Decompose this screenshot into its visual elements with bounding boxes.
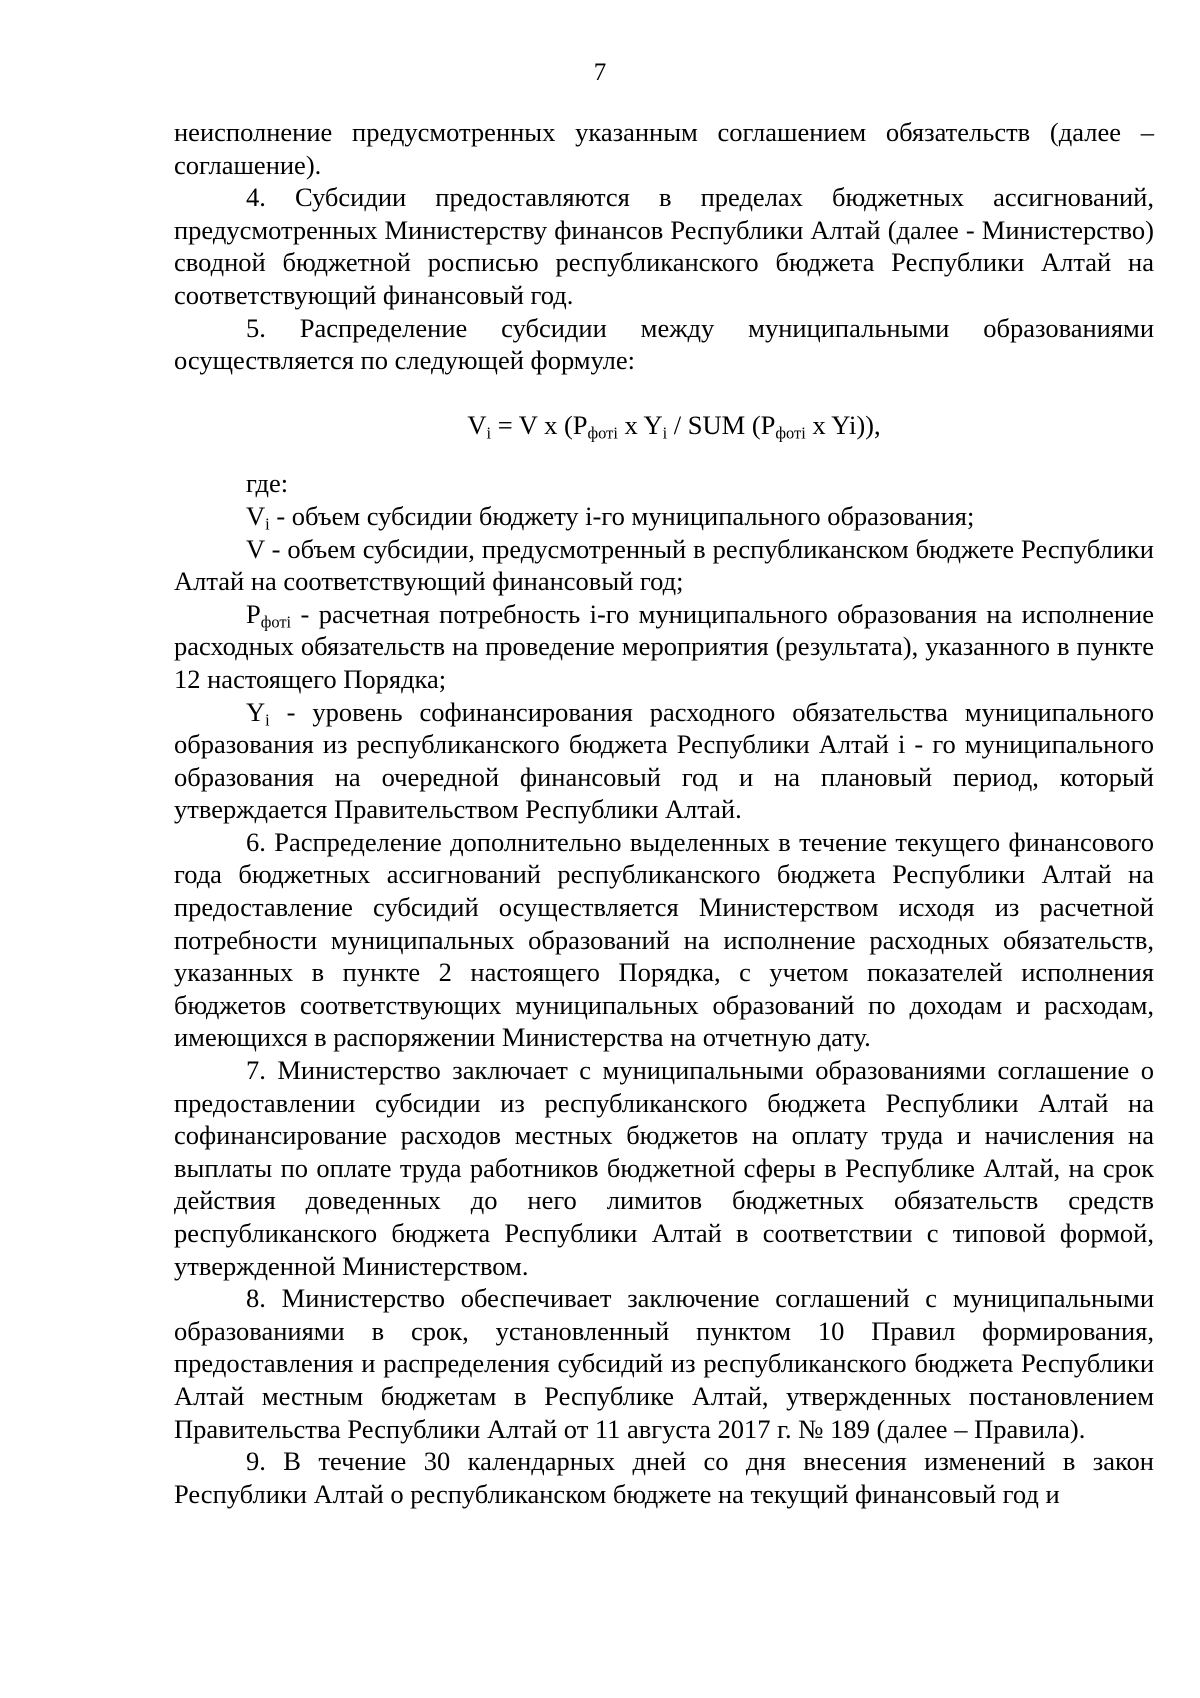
formula-x1: x Y bbox=[617, 409, 663, 440]
definition-vi bbox=[174, 500, 1154, 533]
paragraph-8: 8. Министерство обеспечивает заключение соглашений с муниципальными образованиями в срок, установленный пунктом 10 Правил формирования, предоставления и распределения субсидий из республиканского бюджета Республики Алтай местным бюджетам в Республике Алтай, утвержденных постановлением Правительства Республики Алтай от 11 августа 2017 г. № 189 (далее – Правила). bbox=[174, 1283, 1154, 1444]
where-label: где: bbox=[246, 468, 289, 499]
definition-vi-text: - объем субсидии бюджету i-го муниципального образования; bbox=[269, 500, 975, 531]
definition-vi-sub: i bbox=[265, 514, 270, 534]
definition-vi-symbol: V bbox=[246, 500, 266, 531]
definition-v: V - объем субсидии, предусмотренный в республиканском бюджете Республики Алтай на соответствующий финансовый год; bbox=[174, 533, 1154, 597]
definition-y-text: - уровень софинансирования расходного обязательства муниципального образования из республиканского бюджета Республики Алтай i - го муниципального образования на очередной финансовый год и на плановый период, который утверждается Правительством Республики Алтай. bbox=[174, 696, 1154, 825]
paragraph-4: 4. Субсидии предоставляются в пределах бюджетных ассигнований, предусмотренных Министерству финансов Республики Алтай (далее - Министерство) сводной бюджетной росписью республиканского бюджета Республики Алтай на соответствующий финансовый год. bbox=[174, 182, 1154, 310]
definition-p-sub: фоті bbox=[260, 612, 292, 632]
definition-p bbox=[174, 598, 1154, 696]
definition-y-symbol: Y bbox=[246, 696, 266, 727]
paragraph-5: 5. Распределение субсидии между муниципальными образованиями осуществляется по следующей формуле: bbox=[174, 312, 1154, 376]
definition-y-sub: i bbox=[265, 710, 270, 730]
formula-definitions bbox=[174, 467, 1154, 826]
paragraph-7: 7. Министерство заключает с муниципальными образованиями соглашение о предоставлении субсидии из республиканского бюджета Республики Алтай на софинансирование расходов местных бюджетов на оплату труда и начисления на выплаты по оплате труда работников бюджетной сферы в Республике Алтай, на срок действия доведенных до него лимитов бюджетных обязательств средств республиканского бюджета Республики Алтай в соответствии с типовой формой, утвержденной Министерством. bbox=[174, 1055, 1154, 1281]
paragraph-9: 9. В течение 30 календарных дней со дня внесения изменений в закон Республики Алтай о республиканском бюджете на текущий финансовый год и bbox=[174, 1446, 1154, 1509]
formula-div: / SUM (P bbox=[667, 409, 776, 440]
formula-sub-foti-1: фоті bbox=[587, 423, 618, 443]
paragraph-6: 6. Распределение дополнительно выделенных в течение текущего финансового года бюджетных ассигнований республиканского бюджета Республики Алтай на предоставление субсидий осуществляется Министерством исходя из расчетной потребности муниципальных образований на исполнение расходных обязательств, указанных в пункте 2 настоящего Порядка, с учетом показателей исполнения бюджетов соответствующих муниципальных образований по доходам и расходам, имеющихся в распоряжении Министерства на отчетную дату. bbox=[174, 826, 1154, 1053]
definition-p-text: - расчетная потребность i-го муниципального образования на исполнение расходных обязательств на проведение мероприятия (результата), указанного в пункте 12 настоящего Порядка; bbox=[174, 598, 1154, 694]
formula-x2: x Yi)), bbox=[805, 409, 881, 440]
formula-sub-foti-2: фоті bbox=[775, 423, 806, 443]
formula-eq: = V x (P bbox=[491, 409, 588, 440]
page-number: 7 bbox=[593, 59, 607, 86]
definition-p-symbol: P bbox=[246, 598, 261, 629]
formula-sub-i: i bbox=[486, 423, 492, 443]
document-body bbox=[174, 116, 1154, 1510]
formula-sub-i-2: i bbox=[662, 423, 668, 443]
paragraph-continuation: неисполнение предусмотренных указанным соглашением обязательств (далее – соглашение). bbox=[174, 117, 1154, 180]
distribution-formula bbox=[174, 409, 1154, 442]
definition-y bbox=[174, 696, 1154, 826]
formula-v: V bbox=[467, 409, 487, 440]
